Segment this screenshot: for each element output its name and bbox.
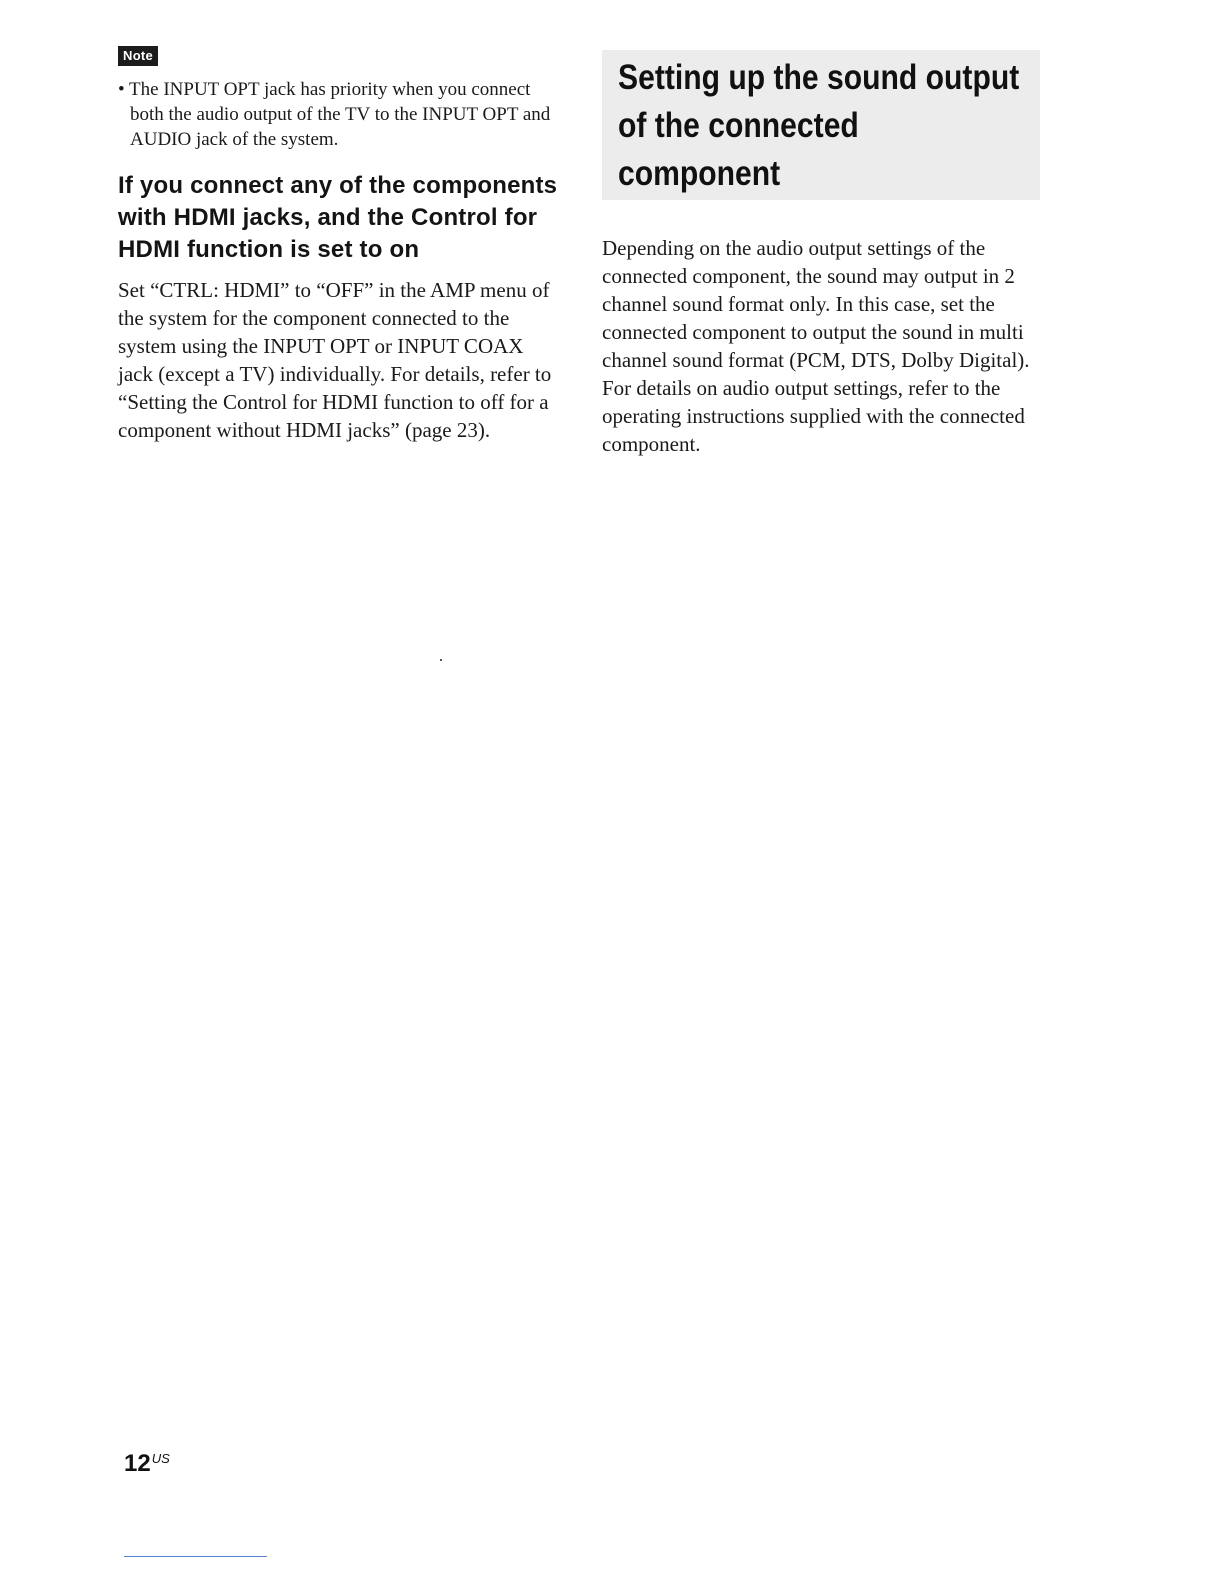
page-number-value: 12 bbox=[124, 1450, 151, 1477]
scan-speck bbox=[440, 659, 442, 661]
note-badge: Note bbox=[118, 46, 158, 66]
section-title: Setting up the sound output of the connected component bbox=[618, 58, 1020, 193]
hdmi-subheading: If you connect any of the components with HDMI jacks, and the Control for HDMI function is set to on bbox=[118, 172, 558, 263]
note-text: • The INPUT OPT jack has priority when you connect both the audio output of the TV to the INPUT OPT and AUDIO jack of the system. bbox=[118, 79, 551, 150]
bottom-rule bbox=[124, 1556, 267, 1557]
sound-body-text: Depending on the audio output settings of the connected component, the sound may output in 2 channel sound format only. In this case, set the connected component to output the sound in multi channel sound format (PCM, DTS, Dolby Digital). For details on audio output settings, refer to the operating instructions supplied with the connected component. bbox=[602, 236, 1030, 456]
page-region-suffix: US bbox=[151, 1451, 170, 1466]
page-number bbox=[124, 1450, 170, 1478]
left-column bbox=[118, 46, 558, 444]
section-title-banner bbox=[602, 50, 1040, 200]
right-column bbox=[602, 50, 1040, 458]
hdmi-body-text: Set “CTRL: HDMI” to “OFF” in the AMP menu of the system for the component connected to the system using the INPUT OPT or INPUT COAX jack (except a TV) individually. For details, refer to “Setting the Control for HDMI function to off for a component without HDMI jacks” (page 23). bbox=[118, 278, 552, 442]
